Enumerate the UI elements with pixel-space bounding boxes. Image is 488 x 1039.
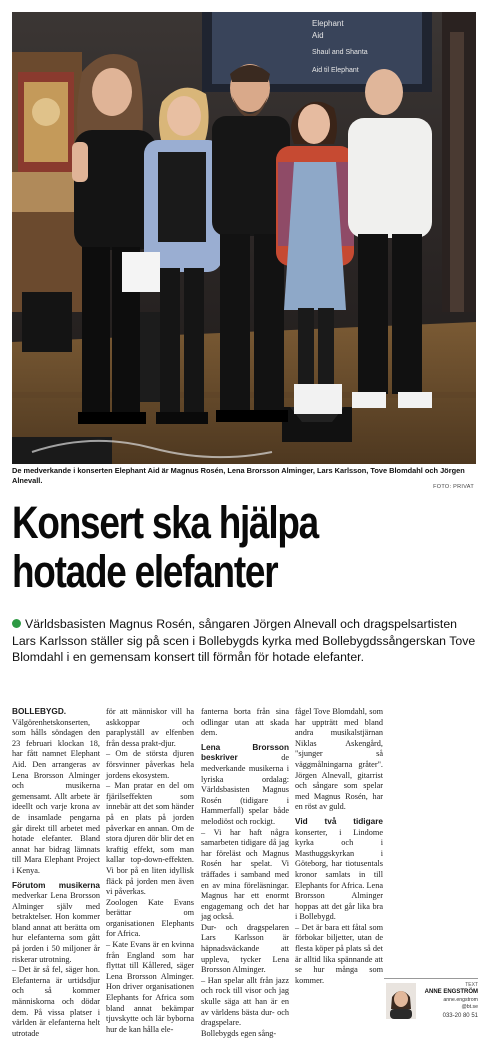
author-name: ANNE ENGSTRÖM <box>424 989 478 995</box>
paragraph: – Om de största djuren försvinner påverkas hela jordens ekosystem. <box>106 749 194 780</box>
headline-line-1: Konsert ska hjälpa <box>12 497 318 548</box>
green-bullet-icon <box>12 619 21 628</box>
byline-label: TEXT <box>465 982 478 988</box>
paragraph: – Det är bara ett fåtal som förbokar biljetter, utan de flesta köper på plats så det är alltid lika spännande att se hur många som kommer. <box>295 922 383 985</box>
paragraph: Förutom musikerna medverkar Lena Brorsson Alminger själv med betraktelser. Hon kommer bland annat att berätta om hur elefanterna som gått på jorden i 50 miljoner år riskerar utrotning. <box>12 880 100 964</box>
paragraph: Dur- och dragspelaren Lars Karlsson är häpnadsväckande att uppleva, tycker Lena Brorsson Alminger. <box>201 922 289 975</box>
photo-caption <box>12 466 476 485</box>
headline <box>12 498 397 596</box>
column-4 <box>295 707 383 986</box>
paragraph: fanterna borta från sina odlingar utan att skada dem. <box>201 707 289 738</box>
author-photo <box>386 983 416 1019</box>
paragraph: Vid två tidigare konserter, i Lindome kyrka och i Masthuggskyrkan i Göteborg, har tiotusentals kronor samlats in till Elephants for Africa. Lena Brorsson Alminger hoppas att det går lika bra i Bollebygd. <box>295 816 383 922</box>
column-3 <box>201 707 289 1039</box>
screen-line-2: Aid <box>312 31 324 40</box>
author-phone: 033-20 80 51 <box>442 1013 478 1019</box>
column-2 <box>106 707 194 1035</box>
screen-line-3: Shaul and Shanta <box>312 49 368 56</box>
concert-group-photo <box>12 12 476 464</box>
caption-text: De medverkande i konserten Elephant Aid är Magnus Rosén, Lena Brorsson Alminger, Lars Karlsson, Tove Blomdahl och Jörgen Alnevall. <box>12 466 465 485</box>
subheading: Lena Brorsson beskriver <box>201 742 289 763</box>
paragraph: Lena Brorsson beskriver de medverkande musikerna i lyriska ordalag: Världsbasisten Magnus Rosén (tidigare i Hammerfall) spelar både melodiöst och rockigt. <box>201 742 289 826</box>
subheading: Förutom musikerna <box>12 880 100 890</box>
paragraph: fågel Tove Blomdahl, som har uppträtt med bland andra musikalstjärnan Niklas Askengård, "sjunger så väggmålningarna gråter". Jörgen Alnevall, gitarrist och sångare som spelar med Magnus Rosén, har en röst av guld. <box>295 707 383 812</box>
paragraph: – Det är så fel, säger hon. Elefanterna är urtidsdjur och så kommer människorna och dödar dem. På vissa platser i världen är elefanterna helt utrotade <box>12 965 100 1038</box>
ingress-text: Världsbasisten Magnus Rosén, sångaren Jörgen Alnevall och dragspelsartisten Lars Karlsson ställer sig på scen i Bollebygds kyrka med Bollebygdssångerskan Tove Blomdahl i en gemensam konsert till förmån för hotade elefanter. <box>12 617 476 665</box>
photo-credit: FOTO: PRIVAT <box>433 484 474 490</box>
paragraph: Zoologen Kate Evans berättar om organisationen Elephants for Africa. <box>106 897 194 939</box>
paragraph: BOLLEBYGD. Välgörenhetskonserten, som hålls söndagen den 23 februari klockan 18, har fått namnet Elephant Aid. Den arrangeras av Lena Brorsson Alminger och musikerna gemensamt. Allt arbete är ideellt och varje krona av de insamlade pengarna går direkt till arbetet med hotade elefanter. Bland annat har bidrag lämnats till Mara Elephant Project i Kenya. <box>12 707 100 875</box>
column-1 <box>12 707 100 1039</box>
paragraph: – Vi har haft några samarbeten tidigare då jag har föreläst och Magnus Rosén har spelat. Vi träffades i samband med en av mina föreläsningar. Magnus har ett enormt engagemang och det har jag också. <box>201 827 289 922</box>
screen-line-1: Elephant <box>312 19 344 28</box>
paragraph: – Kate Evans är en kvinna från England som har flyttat till Kållered, säger Lena Brorsson Alminger. Hon driver organisationen Elephants for Africa som bland annat bekämpar tjuvskytte och lär bybornа hur de kan hålla ele- <box>106 940 194 1034</box>
paragraph: – Han spelar allt från jazz och rock till visor och jag skulle säga att han är en av världens bästa dur- och dragspelare. <box>201 975 289 1028</box>
paragraph: för att människor vill ha askkoppar och paraplyställ av elfenben från dessa prakt-djur. <box>106 707 194 748</box>
subheading: Vid två tidigare <box>295 816 383 826</box>
ingress <box>12 616 480 666</box>
author-email: anne.engstrom @bt.se <box>443 997 478 1010</box>
dateline: BOLLEBYGD. <box>12 707 67 716</box>
headline-line-2: hotade elefanter <box>12 546 278 597</box>
byline <box>384 978 478 1021</box>
paragraph: Bollebygds egen sång- <box>201 1028 277 1038</box>
screen-line-4: Aid til Elephant <box>312 67 359 74</box>
paragraph: – Man pratar en del om fjärilseffekten som innebär att det som händer på en plats på jorden påverkar en annan. Om de stora djuren dör blir det en kraftig effekt, som man kallar top-down-effekten. Vi bor på en liten idyllisk fläck på jorden men även vi påverkas. <box>106 781 194 897</box>
